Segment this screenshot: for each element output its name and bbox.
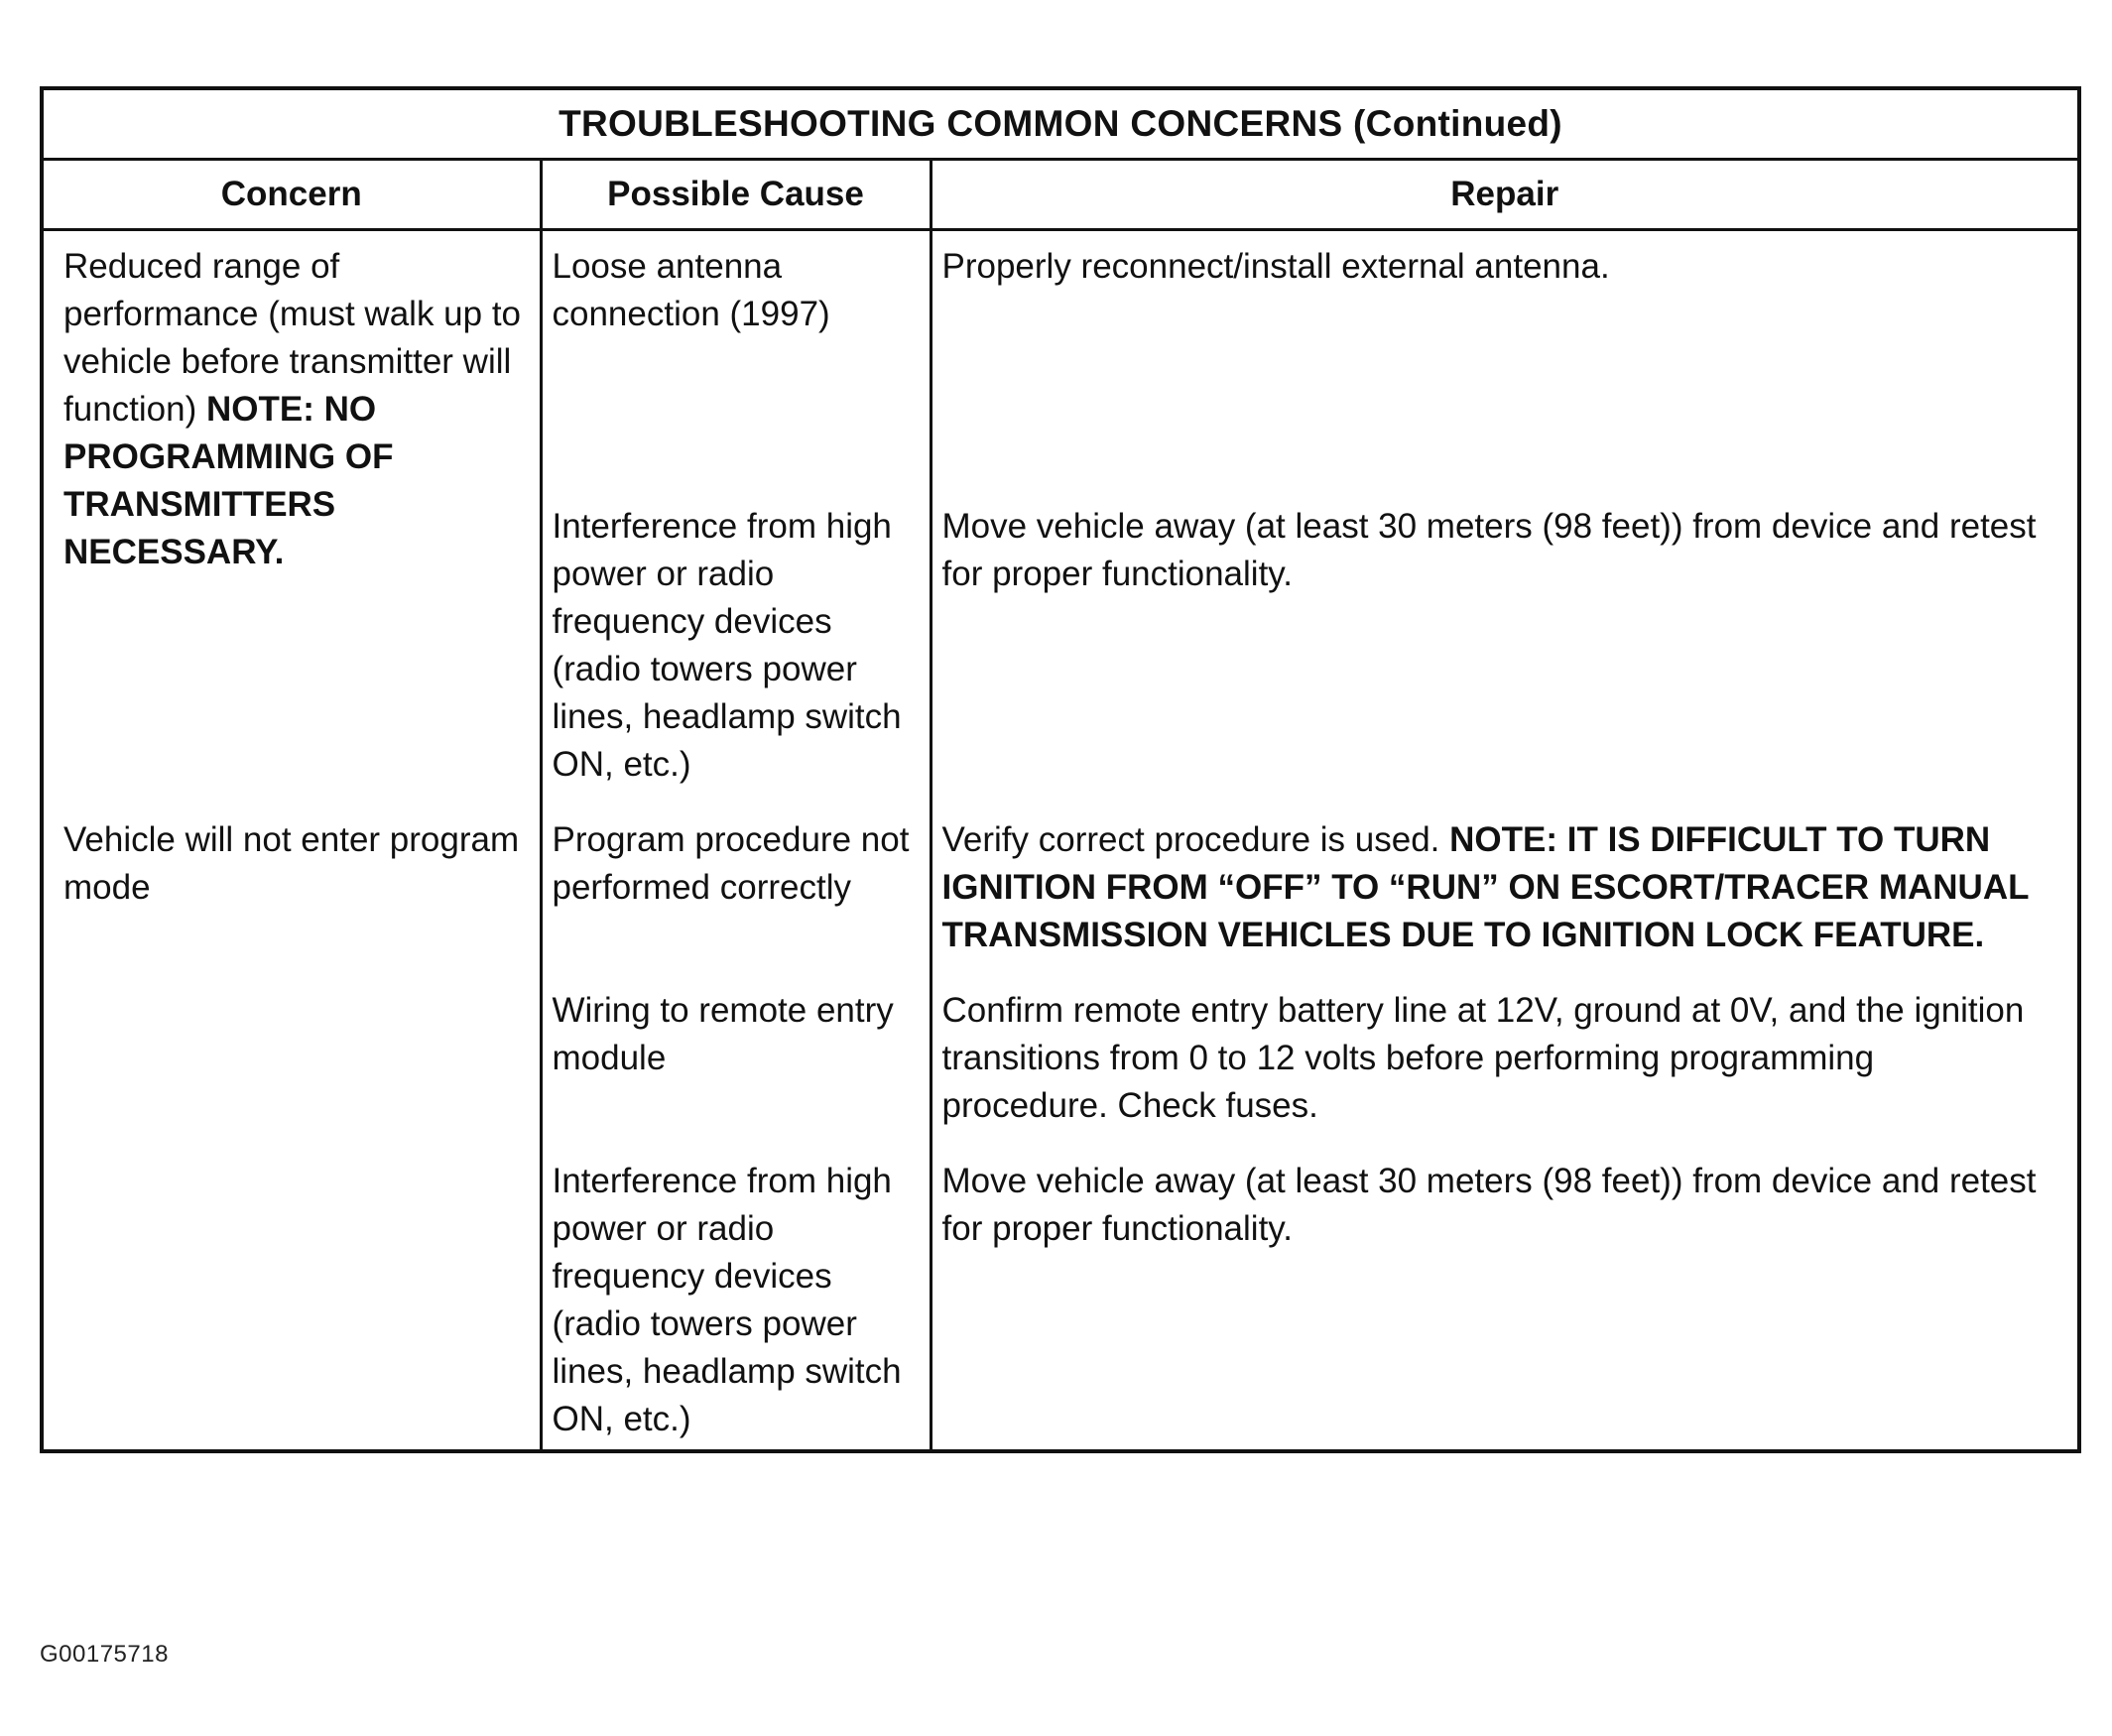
repair-note: NOTE: IT IS DIFFICULT TO TURN IGNITION FROM “OFF” TO “RUN” ON ESCORT/TRACER MANUAL TRANSMISSION VEHICLES DUE TO IGNITION LOCK FEATURE. <box>941 820 2029 954</box>
repair-cell <box>931 503 2079 816</box>
repair-text: Move vehicle away (at least 30 meters (98 feet)) from device and retest for proper functionality. <box>941 1162 2037 1248</box>
concern-text: Vehicle will not enter program mode <box>63 820 520 907</box>
table-row <box>42 816 2079 987</box>
repair-cell <box>931 816 2079 987</box>
table-title-row <box>42 88 2079 160</box>
repair-text: Verify correct procedure is used. <box>941 820 1440 859</box>
cause-cell: Interference from high power or radio frequency devices (radio towers power lines, headlamp switch ON, etc.) <box>541 503 931 816</box>
header-repair: Repair <box>931 160 2079 230</box>
repair-cell <box>931 1158 2079 1451</box>
figure-id: G00175718 <box>40 1641 169 1668</box>
cause-cell: Loose antenna connection (1997) <box>541 230 931 504</box>
repair-text: Move vehicle away (at least 30 meters (98 feet)) from device and retest for proper functionality. <box>941 507 2037 593</box>
repair-text: Confirm remote entry battery line at 12V, ground at 0V, and the ignition transitions from 0 to 12 volts before performing programming procedure. Check fuses. <box>941 991 2025 1125</box>
table-title: TROUBLESHOOTING COMMON CONCERNS (Continued) <box>42 88 2079 160</box>
cause-cell: Wiring to remote entry module <box>541 987 931 1158</box>
repair-text: Properly reconnect/install external antenna. <box>941 247 1610 286</box>
repair-cell <box>931 987 2079 1158</box>
repair-cell <box>931 230 2079 504</box>
cause-cell: Interference from high power or radio frequency devices (radio towers power lines, headlamp switch ON, etc.) <box>541 1158 931 1451</box>
concern-cell <box>42 816 541 1451</box>
concern-cell <box>42 230 541 817</box>
header-possible-cause: Possible Cause <box>541 160 931 230</box>
troubleshooting-table <box>40 86 2081 1453</box>
cause-cell: Program procedure not performed correctly <box>541 816 931 987</box>
concern-note: NOTE: NO PROGRAMMING OF TRANSMITTERS NECESSARY. <box>63 390 394 571</box>
table-header-row <box>42 160 2079 230</box>
header-concern: Concern <box>42 160 541 230</box>
concern-text: Reduced range of performance (must walk up to vehicle before transmitter will function) <box>63 247 522 429</box>
table-row <box>42 230 2079 504</box>
